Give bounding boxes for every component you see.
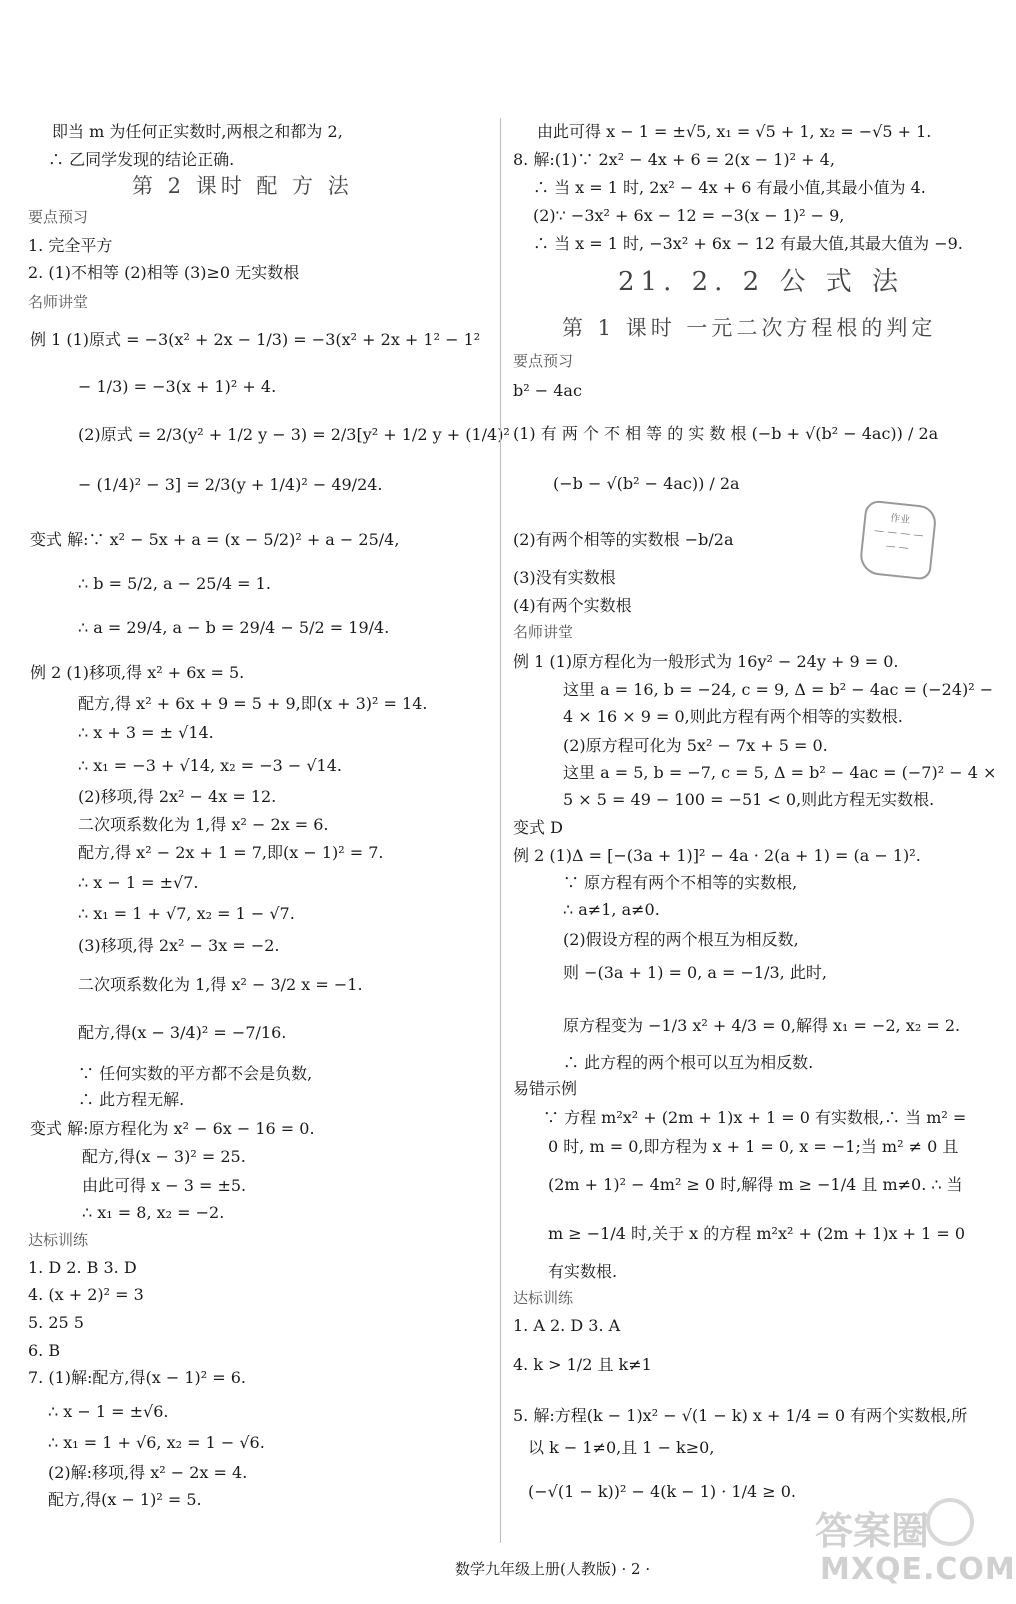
right-line-13: (4)有两个实数根 (513, 596, 632, 615)
left-line-9: (2)原式 = 2/3(y² + 1/2 y − 3) = 2/3[y² + 1/2 y + (1/4)² (78, 425, 510, 444)
right-line-3: (2)∵ −3x² + 6x − 12 = −3(x − 1)² − 9, (533, 206, 845, 225)
left-line-7: 例 1 (1)原式 = −3(x² + 2x − 1/3) = −3(x² + 2x + 1² − 1² (30, 330, 481, 349)
column-divider (500, 118, 501, 1543)
left-line-26: ∵ 任何实数的平方都不会是负数, (78, 1064, 313, 1083)
left-line-36: 6. B (28, 1341, 61, 1360)
left-line-33: 1. D 2. B 3. D (28, 1258, 137, 1277)
right-line-9: (1) 有 两 个 不 相 等 的 实 数 根 (−b + √(b² − 4ac)) / 2a (513, 424, 939, 443)
left-line-18: (2)移项,得 2x² − 4x = 12. (78, 787, 277, 806)
left-line-6: 名师讲堂 (28, 293, 89, 311)
left-line-24: 二次项系数化为 1,得 x² − 3/2 x = −1. (78, 975, 363, 994)
watermark (800, 1490, 1016, 1600)
left-line-3: 要点预习 (28, 208, 89, 226)
right-line-35: 达标训练 (513, 1289, 574, 1307)
right-line-28: ∴ 此方程的两个根可以互为相反数. (563, 1053, 814, 1072)
right-line-5: 21. 2. 2 公 式 法 (618, 267, 905, 297)
left-line-5: 2. (1)不相等 (2)相等 (3)≥0 无实数根 (28, 263, 300, 282)
right-line-1: 8. 解:(1)∵ 2x² − 4x + 6 = 2(x − 1)² + 4, (513, 150, 835, 169)
right-line-24: ∴ a≠1, a≠0. (563, 900, 660, 919)
right-line-23: ∵ 原方程有两个不相等的实数根, (563, 873, 798, 892)
left-line-29: 配方,得(x − 3)² = 25. (82, 1147, 246, 1166)
right-line-25: (2)假设方程的两个根互为相反数, (563, 930, 799, 949)
right-line-21: 变式 D (513, 818, 563, 837)
right-line-29: 易错示例 (513, 1079, 578, 1098)
left-line-31: ∴ x₁ = 8, x₂ = −2. (82, 1203, 225, 1222)
left-line-30: 由此可得 x − 3 = ±5. (82, 1176, 247, 1195)
left-line-19: 二次项系数化为 1,得 x² − 2x = 6. (78, 815, 329, 834)
left-line-20: 配方,得 x² − 2x + 1 = 7,即(x − 1)² = 7. (78, 843, 384, 862)
left-line-27: ∴ 此方程无解. (78, 1090, 185, 1109)
right-line-37: 4. k > 1/2 且 k≠1 (513, 1355, 652, 1374)
right-line-38: 5. 解:方程(k − 1)x² − √(1 − k) x + 1/4 = 0 有两个实数根,所 (513, 1406, 968, 1425)
left-line-15: 配方,得 x² + 6x + 9 = 5 + 9,即(x + 3)² = 14. (78, 694, 428, 713)
left-line-16: ∴ x + 3 = ± √14. (78, 723, 214, 742)
left-line-13: ∴ a = 29/4, a − b = 29/4 − 5/2 = 19/4. (78, 618, 390, 637)
right-line-19: 这里 a = 5, b = −7, c = 5, Δ = b² − 4ac = (−7)² − 4 × (563, 763, 997, 782)
right-line-30: ∵ 方程 m²x² + (2m + 1)x + 1 = 0 有实数根,∴ 当 m² = (543, 1108, 967, 1127)
right-line-18: (2)原方程可化为 5x² − 7x + 5 = 0. (563, 736, 828, 755)
watermark-url: MXQE.COM (820, 1552, 1016, 1587)
right-line-36: 1. A 2. D 3. A (513, 1316, 621, 1335)
left-line-8: − 1/3) = −3(x + 1)² + 4. (78, 377, 277, 396)
left-line-10: − (1/4)² − 3] = 2/3(y + 1/4)² − 49/24. (78, 475, 383, 494)
left-line-41: 配方,得(x − 1)² = 5. (48, 1490, 202, 1509)
right-line-39: 以 k − 1≠0,且 1 − k≥0, (528, 1438, 715, 1457)
right-line-16: 这里 a = 16, b = −24, c = 9, Δ = b² − 4ac = (−24)² − (563, 680, 994, 699)
left-line-37: 7. (1)解:配方,得(x − 1)² = 6. (28, 1368, 247, 1387)
right-line-32: (2m + 1)² − 4m² ≥ 0 时,解得 m ≥ −1/4 且 m≠0. ∴ 当 (548, 1175, 963, 1194)
right-line-40: (−√(1 − k))² − 4(k − 1) · 1/4 ≥ 0. (528, 1482, 796, 1501)
left-line-38: ∴ x − 1 = ±√6. (48, 1402, 169, 1421)
left-line-2: 第 2 课时 配 方 法 (132, 174, 353, 198)
left-line-21: ∴ x − 1 = ±√7. (78, 873, 199, 892)
right-line-22: 例 2 (1)Δ = [−(3a + 1)]² − 4a · 2(a + 1) = (a − 1)². (513, 846, 921, 865)
right-line-33: m ≥ −1/4 时,关于 x 的方程 m²x² + (2m + 1)x + 1 = 0 (548, 1224, 966, 1243)
left-line-25: 配方,得(x − 3/4)² = −7/16. (78, 1023, 287, 1042)
right-line-17: 4 × 16 × 9 = 0,则此方程有两个相等的实数根. (563, 707, 903, 726)
right-line-31: 0 时, m = 0,即方程为 x + 1 = 0, x = −1;当 m² ≠ 0 且 (548, 1137, 959, 1156)
left-line-12: ∴ b = 5/2, a − 25/4 = 1. (78, 574, 271, 593)
right-line-2: ∴ 当 x = 1 时, 2x² − 4x + 6 有最小值,其最小值为 4. (533, 178, 926, 197)
right-line-12: (3)没有实数根 (513, 568, 616, 587)
right-line-20: 5 × 5 = 49 − 100 = −51 < 0,则此方程无实数根. (563, 790, 935, 809)
left-line-1: ∴ 乙同学发现的结论正确. (48, 150, 235, 169)
page-footer: 数学九年级上册(人教版) · 2 · (455, 1560, 651, 1578)
right-line-7: 要点预习 (513, 352, 574, 370)
left-line-28: 变式 解:原方程化为 x² − 6x − 16 = 0. (30, 1119, 315, 1138)
left-line-32: 达标训练 (28, 1231, 89, 1249)
right-line-10: (−b − √(b² − 4ac)) / 2a (553, 474, 740, 493)
right-line-14: 名师讲堂 (513, 623, 574, 641)
left-line-4: 1. 完全平方 (28, 236, 113, 255)
watermark-label: 答案圈 (815, 1509, 930, 1553)
right-line-26: 则 −(3a + 1) = 0, a = −1/3, 此时, (563, 963, 827, 982)
left-line-11: 变式 解:∵ x² − 5x + a = (x − 5/2)² + a − 25/4, (30, 530, 400, 549)
homework-stamp: 作业 — — — — — — (858, 499, 937, 580)
right-line-11: (2)有两个相等的实数根 −b/2a (513, 530, 734, 549)
right-line-27: 原方程变为 −1/3 x² + 4/3 = 0,解得 x₁ = −2, x₂ = 2. (563, 1016, 961, 1035)
right-line-8: b² − 4ac (513, 381, 582, 400)
right-line-15: 例 1 (1)原方程化为一般形式为 16y² − 24y + 9 = 0. (513, 652, 899, 671)
right-line-0: 由此可得 x − 1 = ±√5, x₁ = √5 + 1, x₂ = −√5 + 1. (537, 122, 932, 141)
left-line-40: (2)解:移项,得 x² − 2x = 4. (48, 1463, 248, 1482)
right-line-34: 有实数根. (548, 1262, 618, 1281)
left-line-0: 即当 m 为任何正实数时,两根之和都为 2, (52, 122, 343, 141)
right-line-4: ∴ 当 x = 1 时, −3x² + 6x − 12 有最大值,其最大值为 −9. (533, 234, 963, 253)
left-line-34: 4. (x + 2)² = 3 (28, 1285, 144, 1304)
left-line-14: 例 2 (1)移项,得 x² + 6x = 5. (30, 663, 245, 682)
left-line-22: ∴ x₁ = 1 + √7, x₂ = 1 − √7. (78, 904, 295, 923)
right-line-6: 第 1 课时 一元二次方程根的判定 (562, 316, 937, 340)
left-line-35: 5. 25 5 (28, 1313, 84, 1332)
left-line-39: ∴ x₁ = 1 + √6, x₂ = 1 − √6. (48, 1433, 265, 1452)
left-line-23: (3)移项,得 2x² − 3x = −2. (78, 936, 280, 955)
left-line-17: ∴ x₁ = −3 + √14, x₂ = −3 − √14. (78, 756, 342, 775)
